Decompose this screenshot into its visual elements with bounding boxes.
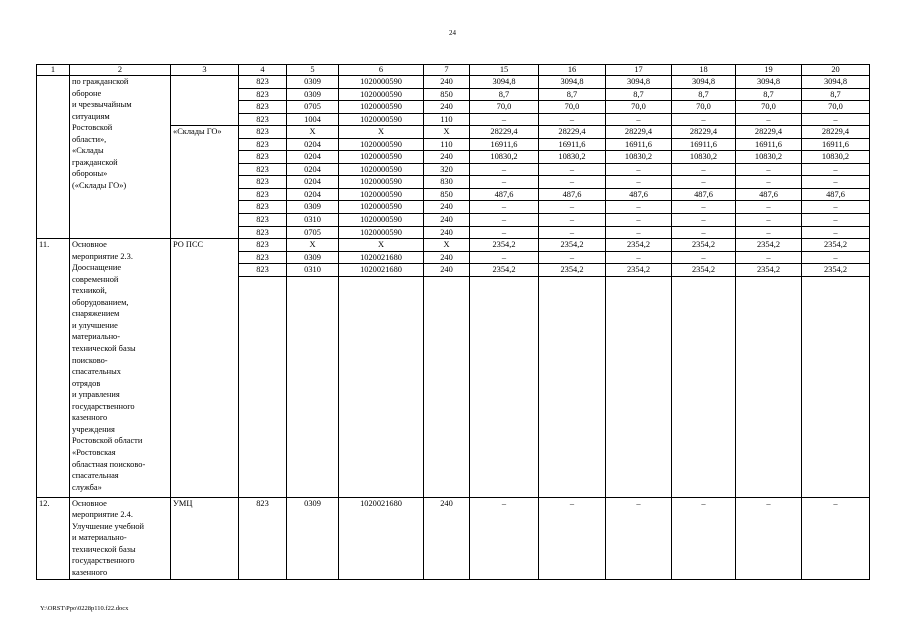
value-cell: – bbox=[606, 113, 672, 126]
code-cell: 1020000590 bbox=[339, 113, 424, 126]
value-cell: 16911,6 bbox=[736, 138, 802, 151]
item-name-line: Ростовской области bbox=[72, 436, 143, 446]
value-cell: – bbox=[736, 497, 802, 579]
code-cell: 823 bbox=[239, 163, 287, 176]
value-cell: 70,0 bbox=[539, 101, 606, 114]
value-cell: 28229,4 bbox=[672, 126, 736, 139]
code-cell: Х bbox=[287, 126, 339, 139]
empty-cell bbox=[539, 276, 606, 497]
value-cell: 70,0 bbox=[672, 101, 736, 114]
item-name-line: обороны» bbox=[72, 169, 108, 179]
item-name-line: и материально- bbox=[72, 533, 127, 543]
code-cell: 1020021680 bbox=[339, 497, 424, 579]
value-cell: – bbox=[802, 113, 870, 126]
value-cell: 10830,2 bbox=[470, 151, 539, 164]
column-header: 18 bbox=[672, 65, 736, 76]
code-cell: 0309 bbox=[287, 497, 339, 579]
code-cell: 240 bbox=[424, 497, 470, 579]
value-cell: – bbox=[736, 163, 802, 176]
executor: РО ПСС bbox=[171, 239, 239, 498]
code-cell: 830 bbox=[424, 176, 470, 189]
value-cell: – bbox=[672, 113, 736, 126]
value-cell: – bbox=[539, 214, 606, 227]
code-cell: 320 bbox=[424, 163, 470, 176]
value-cell: 70,0 bbox=[736, 101, 802, 114]
value-cell: 10830,2 bbox=[606, 151, 672, 164]
page-number: 24 bbox=[449, 29, 456, 37]
column-header: 1 bbox=[37, 65, 70, 76]
value-cell: 2354,2 bbox=[736, 239, 802, 252]
value-cell: 28229,4 bbox=[539, 126, 606, 139]
value-cell: 28229,4 bbox=[606, 126, 672, 139]
value-cell: 3094,8 bbox=[736, 76, 802, 89]
value-cell: – bbox=[539, 176, 606, 189]
value-cell: 28229,4 bbox=[802, 126, 870, 139]
table-row bbox=[37, 239, 870, 252]
item-name bbox=[70, 76, 171, 239]
value-cell: – bbox=[802, 251, 870, 264]
item-name-line: «Склады bbox=[72, 146, 104, 156]
value-cell: – bbox=[802, 201, 870, 214]
item-name bbox=[70, 497, 171, 579]
value-cell: 2354,2 bbox=[802, 239, 870, 252]
item-name-line: и улучшение bbox=[72, 320, 118, 330]
code-cell: 240 bbox=[424, 201, 470, 214]
code-cell: Х bbox=[424, 239, 470, 252]
value-cell: 70,0 bbox=[606, 101, 672, 114]
code-cell: 0309 bbox=[287, 88, 339, 101]
code-cell: 850 bbox=[424, 88, 470, 101]
value-cell: 8,7 bbox=[802, 88, 870, 101]
executor: «Склады ГО» bbox=[171, 126, 239, 239]
value-cell: 8,7 bbox=[606, 88, 672, 101]
code-cell: 1020000590 bbox=[339, 201, 424, 214]
value-cell: – bbox=[802, 163, 870, 176]
value-cell: 3094,8 bbox=[606, 76, 672, 89]
value-cell: 70,0 bbox=[470, 101, 539, 114]
code-cell: 110 bbox=[424, 113, 470, 126]
item-name-line: мероприятие 2.4. bbox=[72, 510, 133, 520]
code-cell: 823 bbox=[239, 101, 287, 114]
value-cell: 487,6 bbox=[606, 188, 672, 201]
value-cell: – bbox=[539, 201, 606, 214]
code-cell: 1020000590 bbox=[339, 214, 424, 227]
value-cell: – bbox=[672, 226, 736, 239]
code-cell: 823 bbox=[239, 151, 287, 164]
value-cell: 487,6 bbox=[736, 188, 802, 201]
value-cell: – bbox=[672, 163, 736, 176]
code-cell: 823 bbox=[239, 138, 287, 151]
item-name-line: поисково- bbox=[72, 355, 108, 365]
value-cell: – bbox=[736, 201, 802, 214]
value-cell: – bbox=[539, 497, 606, 579]
value-cell: 3094,8 bbox=[672, 76, 736, 89]
code-cell: 0204 bbox=[287, 138, 339, 151]
code-cell: 0204 bbox=[287, 151, 339, 164]
empty-cell bbox=[802, 276, 870, 497]
item-number: 12. bbox=[37, 497, 70, 579]
value-cell: – bbox=[672, 497, 736, 579]
column-header: 17 bbox=[606, 65, 672, 76]
code-cell: 0309 bbox=[287, 201, 339, 214]
value-cell: – bbox=[736, 251, 802, 264]
value-cell: 70,0 bbox=[802, 101, 870, 114]
value-cell: 8,7 bbox=[539, 88, 606, 101]
item-name-line: Улучшение учебной bbox=[72, 521, 145, 531]
value-cell: – bbox=[802, 214, 870, 227]
value-cell: – bbox=[606, 214, 672, 227]
code-cell: 823 bbox=[239, 201, 287, 214]
value-cell: 2354,2 bbox=[470, 264, 539, 277]
value-cell: – bbox=[672, 176, 736, 189]
value-cell: 2354,2 bbox=[606, 239, 672, 252]
value-cell: – bbox=[470, 176, 539, 189]
code-cell: Х bbox=[339, 126, 424, 139]
value-cell: 10830,2 bbox=[539, 151, 606, 164]
value-cell: 8,7 bbox=[672, 88, 736, 101]
code-cell: 0309 bbox=[287, 76, 339, 89]
code-cell: 1020021680 bbox=[339, 264, 424, 277]
item-name-line: материально- bbox=[72, 332, 121, 342]
code-cell: 823 bbox=[239, 113, 287, 126]
code-cell: 1020000590 bbox=[339, 188, 424, 201]
item-name-line: государственного bbox=[72, 556, 135, 566]
table-row bbox=[37, 497, 870, 579]
code-cell: 240 bbox=[424, 151, 470, 164]
value-cell: – bbox=[539, 113, 606, 126]
item-name-line: современной bbox=[72, 274, 119, 284]
item-name-line: казенного bbox=[72, 568, 108, 578]
value-cell: – bbox=[736, 226, 802, 239]
code-cell: 823 bbox=[239, 497, 287, 579]
code-cell: 1020000590 bbox=[339, 88, 424, 101]
item-name-line: «Ростовская bbox=[72, 447, 116, 457]
value-cell: 16911,6 bbox=[470, 138, 539, 151]
column-header: 4 bbox=[239, 65, 287, 76]
code-cell: 0310 bbox=[287, 264, 339, 277]
column-header: 20 bbox=[802, 65, 870, 76]
empty-cell bbox=[470, 276, 539, 497]
value-cell: – bbox=[606, 497, 672, 579]
value-cell: 3094,8 bbox=[802, 76, 870, 89]
budget-table bbox=[36, 64, 870, 580]
code-cell: 240 bbox=[424, 214, 470, 227]
value-cell: 2354,2 bbox=[539, 264, 606, 277]
code-cell: 823 bbox=[239, 188, 287, 201]
value-cell: 2354,2 bbox=[539, 239, 606, 252]
code-cell: 823 bbox=[239, 176, 287, 189]
item-name-line: отрядов bbox=[72, 378, 101, 388]
executor: УМЦ bbox=[171, 497, 239, 579]
code-cell: 110 bbox=[424, 138, 470, 151]
header-row bbox=[37, 65, 870, 76]
code-cell: 240 bbox=[424, 76, 470, 89]
item-name-line: Ростовской bbox=[72, 123, 113, 133]
item-name-line: спасательная bbox=[72, 471, 119, 481]
item-name-line: Основное bbox=[72, 498, 107, 508]
code-cell: 823 bbox=[239, 76, 287, 89]
empty-cell bbox=[287, 276, 339, 497]
code-cell: 240 bbox=[424, 251, 470, 264]
item-name-line: ситуациям bbox=[72, 111, 110, 121]
code-cell: 0310 bbox=[287, 214, 339, 227]
value-cell: – bbox=[470, 226, 539, 239]
value-cell: – bbox=[672, 214, 736, 227]
value-cell: 16911,6 bbox=[802, 138, 870, 151]
item-name-line: техникой, bbox=[72, 286, 107, 296]
code-cell: Х bbox=[339, 239, 424, 252]
column-header: 6 bbox=[339, 65, 424, 76]
value-cell: – bbox=[802, 176, 870, 189]
value-cell: 16911,6 bbox=[606, 138, 672, 151]
executor bbox=[171, 76, 239, 126]
empty-cell bbox=[736, 276, 802, 497]
value-cell: 487,6 bbox=[802, 188, 870, 201]
item-name-line: государственного bbox=[72, 401, 135, 411]
item-name-line: Дооснащение bbox=[72, 263, 122, 273]
item-number: 11. bbox=[37, 239, 70, 498]
value-cell: – bbox=[606, 201, 672, 214]
value-cell: 2354,2 bbox=[606, 264, 672, 277]
value-cell: 28229,4 bbox=[736, 126, 802, 139]
code-cell: 240 bbox=[424, 101, 470, 114]
value-cell: 487,6 bbox=[539, 188, 606, 201]
code-cell: 823 bbox=[239, 226, 287, 239]
column-header: 5 bbox=[287, 65, 339, 76]
empty-cell bbox=[424, 276, 470, 497]
code-cell: 1020000590 bbox=[339, 76, 424, 89]
item-name-line: и чрезвычайным bbox=[72, 100, 132, 110]
item-name-line: служба» bbox=[72, 482, 102, 492]
value-cell: 2354,2 bbox=[470, 239, 539, 252]
code-cell: 1020000590 bbox=[339, 226, 424, 239]
code-cell: 1020000590 bbox=[339, 101, 424, 114]
code-cell: 823 bbox=[239, 126, 287, 139]
value-cell: – bbox=[539, 163, 606, 176]
value-cell: 2354,2 bbox=[672, 264, 736, 277]
column-header: 7 bbox=[424, 65, 470, 76]
code-cell: 823 bbox=[239, 239, 287, 252]
column-header: 16 bbox=[539, 65, 606, 76]
column-header: 3 bbox=[171, 65, 239, 76]
item-name-line: по гражданской bbox=[72, 77, 129, 86]
code-cell: 1020021680 bbox=[339, 251, 424, 264]
column-header: 2 bbox=[70, 65, 171, 76]
table-row bbox=[37, 76, 870, 89]
value-cell: – bbox=[470, 251, 539, 264]
item-name-line: гражданской bbox=[72, 157, 118, 167]
column-header: 19 bbox=[736, 65, 802, 76]
value-cell: 28229,4 bbox=[470, 126, 539, 139]
value-cell: 10830,2 bbox=[802, 151, 870, 164]
empty-cell bbox=[606, 276, 672, 497]
file-path: Y:\ORST\Ppo\0228p110.f22.docx bbox=[40, 605, 129, 612]
item-name-line: мероприятие 2.3. bbox=[72, 251, 133, 261]
value-cell: – bbox=[470, 201, 539, 214]
code-cell: 240 bbox=[424, 264, 470, 277]
value-cell: – bbox=[736, 176, 802, 189]
code-cell: Х bbox=[287, 239, 339, 252]
item-name-line: оборудованием, bbox=[72, 297, 129, 307]
value-cell: – bbox=[736, 113, 802, 126]
code-cell: 1020000590 bbox=[339, 176, 424, 189]
code-cell: 823 bbox=[239, 264, 287, 277]
item-name-line: технической базы bbox=[72, 544, 136, 554]
empty-cell bbox=[672, 276, 736, 497]
code-cell: 1004 bbox=[287, 113, 339, 126]
code-cell: 0705 bbox=[287, 101, 339, 114]
value-cell: – bbox=[470, 163, 539, 176]
code-cell: 0705 bbox=[287, 226, 339, 239]
value-cell: – bbox=[672, 201, 736, 214]
code-cell: 0309 bbox=[287, 251, 339, 264]
code-cell: 1020000590 bbox=[339, 151, 424, 164]
code-cell: 0204 bbox=[287, 188, 339, 201]
code-cell: 1020000590 bbox=[339, 163, 424, 176]
code-cell: 823 bbox=[239, 251, 287, 264]
value-cell: 10830,2 bbox=[736, 151, 802, 164]
empty-cell bbox=[239, 276, 287, 497]
item-name-line: области», bbox=[72, 134, 107, 144]
item-name-line: областная поисково- bbox=[72, 459, 146, 469]
empty-cell bbox=[339, 276, 424, 497]
item-number bbox=[37, 76, 70, 239]
value-cell: – bbox=[470, 497, 539, 579]
value-cell: 2354,2 bbox=[736, 264, 802, 277]
code-cell: 823 bbox=[239, 214, 287, 227]
value-cell: – bbox=[606, 251, 672, 264]
column-header: 15 bbox=[470, 65, 539, 76]
value-cell: 2354,2 bbox=[672, 239, 736, 252]
value-cell: – bbox=[606, 226, 672, 239]
value-cell: – bbox=[470, 113, 539, 126]
value-cell: 8,7 bbox=[736, 88, 802, 101]
value-cell: – bbox=[802, 497, 870, 579]
item-name-line: и управления bbox=[72, 390, 120, 400]
value-cell: 10830,2 bbox=[672, 151, 736, 164]
value-cell: – bbox=[470, 214, 539, 227]
code-cell: Х bbox=[424, 126, 470, 139]
item-name-line: Основное bbox=[72, 240, 107, 250]
item-name-line: учреждения bbox=[72, 424, 115, 434]
item-name-line: технической базы bbox=[72, 344, 136, 354]
item-name bbox=[70, 239, 171, 498]
code-cell: 0204 bbox=[287, 176, 339, 189]
value-cell: – bbox=[606, 176, 672, 189]
value-cell: – bbox=[672, 251, 736, 264]
value-cell: 3094,8 bbox=[470, 76, 539, 89]
item-name-line: снаряжением bbox=[72, 309, 120, 319]
item-name-line: казенного bbox=[72, 413, 108, 423]
code-cell: 240 bbox=[424, 226, 470, 239]
value-cell: – bbox=[802, 226, 870, 239]
value-cell: – bbox=[539, 251, 606, 264]
value-cell: 487,6 bbox=[470, 188, 539, 201]
item-name-line: обороне bbox=[72, 88, 102, 98]
code-cell: 823 bbox=[239, 88, 287, 101]
value-cell: 2354,2 bbox=[802, 264, 870, 277]
value-cell: 8,7 bbox=[470, 88, 539, 101]
code-cell: 0204 bbox=[287, 163, 339, 176]
code-cell: 1020000590 bbox=[339, 138, 424, 151]
item-name-line: («Склады ГО») bbox=[72, 180, 127, 190]
value-cell: 3094,8 bbox=[539, 76, 606, 89]
code-cell: 850 bbox=[424, 188, 470, 201]
value-cell: – bbox=[736, 214, 802, 227]
value-cell: – bbox=[606, 163, 672, 176]
value-cell: – bbox=[539, 226, 606, 239]
value-cell: 16911,6 bbox=[672, 138, 736, 151]
item-name-line: спасательных bbox=[72, 367, 121, 377]
value-cell: 16911,6 bbox=[539, 138, 606, 151]
value-cell: 487,6 bbox=[672, 188, 736, 201]
